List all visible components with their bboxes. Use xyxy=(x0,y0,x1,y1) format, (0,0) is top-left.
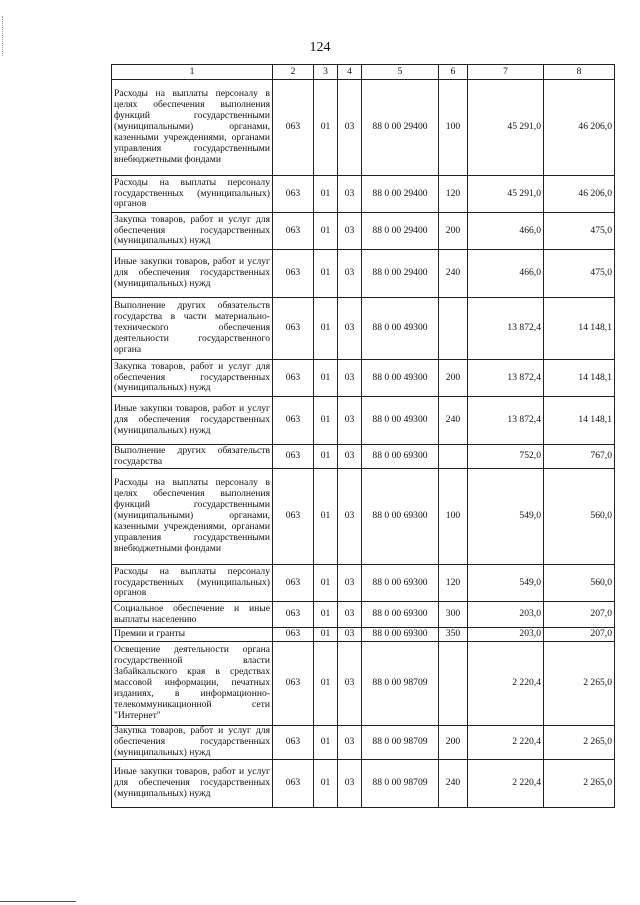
target-article-cell: 88 0 00 49300 xyxy=(362,360,439,397)
row-description: Иные закупки товаров, работ и услуг для обеспечения государственных (муниципальных) нужд xyxy=(112,759,273,807)
subsection-code-cell: 03 xyxy=(338,298,362,360)
expense-type-cell: 200 xyxy=(439,360,468,397)
table-row xyxy=(112,80,615,176)
amount-year2-cell: 475,0 xyxy=(544,213,615,250)
bottom-rule xyxy=(0,901,76,902)
row-description: Закупка товаров, работ и услуг для обеспечения государственных (муниципальных) нужд xyxy=(112,726,273,760)
admin-code-cell: 063 xyxy=(273,726,314,760)
row-description: Расходы на выплаты персоналу государственных (муниципальных) органов xyxy=(112,176,273,213)
section-code-cell: 01 xyxy=(314,602,338,628)
amount-year1-cell: 13 872,4 xyxy=(468,298,544,360)
section-code-cell: 01 xyxy=(314,397,338,445)
row-description: Расходы на выплаты персоналу в целях обеспечения выполнения функций государственными (муниципальными) органами, казенными учреждениями, органами управления государственными внебюджетными фондами xyxy=(112,469,273,565)
amount-year1-cell: 752,0 xyxy=(468,445,544,469)
amount-year2-cell: 46 206,0 xyxy=(544,176,615,213)
target-article-cell: 88 0 00 69300 xyxy=(362,602,439,628)
amount-year1-cell: 2 220,4 xyxy=(468,759,544,807)
subsection-code-cell: 03 xyxy=(338,397,362,445)
expense-type-cell: 240 xyxy=(439,250,468,298)
target-article-cell: 88 0 00 29400 xyxy=(362,176,439,213)
admin-code-cell: 063 xyxy=(273,80,314,176)
subsection-code-cell: 03 xyxy=(338,176,362,213)
admin-code-cell: 063 xyxy=(273,176,314,213)
row-description: Расходы на выплаты персоналу в целях обеспечения выполнения функций государственными (муниципальными) органами, казенными учреждениями, органами управления государственными внебюджетными фондами xyxy=(112,80,273,176)
row-description: Освещение деятельности органа государственной власти Забайкальского края в средствах массовой информации, печатных изданиях, в информационно-телекоммуникационной сети "Интернет" xyxy=(112,642,273,726)
amount-year1-cell: 45 291,0 xyxy=(468,176,544,213)
expense-type-cell: 240 xyxy=(439,397,468,445)
expense-type-cell: 350 xyxy=(439,628,468,642)
table-row xyxy=(112,360,615,397)
budget-table xyxy=(111,64,615,808)
section-code-cell: 01 xyxy=(314,759,338,807)
subsection-code-cell: 03 xyxy=(338,250,362,298)
amount-year1-cell: 45 291,0 xyxy=(468,80,544,176)
row-description: Премии и гранты xyxy=(112,628,273,642)
subsection-code-cell: 03 xyxy=(338,759,362,807)
header-cell: 5 xyxy=(362,65,439,80)
table-row xyxy=(112,213,615,250)
admin-code-cell: 063 xyxy=(273,213,314,250)
amount-year2-cell: 46 206,0 xyxy=(544,80,615,176)
page-number: 124 xyxy=(309,40,331,55)
row-description: Иные закупки товаров, работ и услуг для обеспечения государственных (муниципальных) нужд xyxy=(112,250,273,298)
section-code-cell: 01 xyxy=(314,80,338,176)
amount-year1-cell: 13 872,4 xyxy=(468,397,544,445)
amount-year1-cell: 466,0 xyxy=(468,250,544,298)
subsection-code-cell: 03 xyxy=(338,642,362,726)
section-code-cell: 01 xyxy=(314,176,338,213)
table-row xyxy=(112,176,615,213)
section-code-cell: 01 xyxy=(314,250,338,298)
expense-type-cell: 240 xyxy=(439,759,468,807)
expense-type-cell: 300 xyxy=(439,602,468,628)
amount-year1-cell: 13 872,4 xyxy=(468,360,544,397)
subsection-code-cell: 03 xyxy=(338,360,362,397)
row-description: Выполнение других обязательств государства в части материально-технического обеспечения деятельности государственного органа xyxy=(112,298,273,360)
row-description: Выполнение других обязательств государства xyxy=(112,445,273,469)
target-article-cell: 88 0 00 69300 xyxy=(362,628,439,642)
subsection-code-cell: 03 xyxy=(338,445,362,469)
header-cell: 1 xyxy=(112,65,273,80)
expense-type-cell: 200 xyxy=(439,213,468,250)
amount-year2-cell: 207,0 xyxy=(544,602,615,628)
row-description: Расходы на выплаты персоналу государственных (муниципальных) органов xyxy=(112,565,273,602)
target-article-cell: 88 0 00 69300 xyxy=(362,445,439,469)
amount-year1-cell: 549,0 xyxy=(468,565,544,602)
amount-year2-cell: 14 148,1 xyxy=(544,360,615,397)
target-article-cell: 88 0 00 29400 xyxy=(362,80,439,176)
header-cell: 7 xyxy=(468,65,544,80)
row-description: Социальное обеспечение и иные выплаты населению xyxy=(112,602,273,628)
header-cell: 3 xyxy=(314,65,338,80)
target-article-cell: 88 0 00 69300 xyxy=(362,565,439,602)
amount-year2-cell: 14 148,1 xyxy=(544,298,615,360)
target-article-cell: 88 0 00 29400 xyxy=(362,213,439,250)
expense-type-cell: 200 xyxy=(439,726,468,760)
amount-year2-cell: 767,0 xyxy=(544,445,615,469)
expense-type-cell: 100 xyxy=(439,80,468,176)
section-code-cell: 01 xyxy=(314,445,338,469)
admin-code-cell: 063 xyxy=(273,602,314,628)
expense-type-cell: 120 xyxy=(439,565,468,602)
target-article-cell: 88 0 00 49300 xyxy=(362,298,439,360)
section-code-cell: 01 xyxy=(314,360,338,397)
subsection-code-cell: 03 xyxy=(338,469,362,565)
header-cell: 4 xyxy=(338,65,362,80)
admin-code-cell: 063 xyxy=(273,360,314,397)
table-row xyxy=(112,628,615,642)
amount-year2-cell: 2 265,0 xyxy=(544,726,615,760)
header-cell: 8 xyxy=(544,65,615,80)
expense-type-cell xyxy=(439,642,468,726)
admin-code-cell: 063 xyxy=(273,759,314,807)
row-description: Закупка товаров, работ и услуг для обеспечения государственных (муниципальных) нужд xyxy=(112,213,273,250)
amount-year1-cell: 549,0 xyxy=(468,469,544,565)
admin-code-cell: 063 xyxy=(273,469,314,565)
amount-year2-cell: 207,0 xyxy=(544,628,615,642)
subsection-code-cell: 03 xyxy=(338,602,362,628)
table-row xyxy=(112,602,615,628)
table-row xyxy=(112,642,615,726)
table-row xyxy=(112,565,615,602)
amount-year1-cell: 2 220,4 xyxy=(468,726,544,760)
target-article-cell: 88 0 00 98709 xyxy=(362,759,439,807)
section-code-cell: 01 xyxy=(314,565,338,602)
admin-code-cell: 063 xyxy=(273,397,314,445)
amount-year2-cell: 2 265,0 xyxy=(544,759,615,807)
amount-year2-cell: 560,0 xyxy=(544,469,615,565)
section-code-cell: 01 xyxy=(314,469,338,565)
target-article-cell: 88 0 00 98709 xyxy=(362,726,439,760)
admin-code-cell: 063 xyxy=(273,628,314,642)
amount-year1-cell: 203,0 xyxy=(468,628,544,642)
subsection-code-cell: 03 xyxy=(338,213,362,250)
header-cell: 2 xyxy=(273,65,314,80)
target-article-cell: 88 0 00 69300 xyxy=(362,469,439,565)
admin-code-cell: 063 xyxy=(273,565,314,602)
amount-year2-cell: 2 265,0 xyxy=(544,642,615,726)
admin-code-cell: 063 xyxy=(273,298,314,360)
amount-year1-cell: 203,0 xyxy=(468,602,544,628)
section-code-cell: 01 xyxy=(314,642,338,726)
row-description: Закупка товаров, работ и услуг для обеспечения государственных (муниципальных) нужд xyxy=(112,360,273,397)
amount-year2-cell: 14 148,1 xyxy=(544,397,615,445)
section-code-cell: 01 xyxy=(314,213,338,250)
amount-year2-cell: 560,0 xyxy=(544,565,615,602)
amount-year1-cell: 466,0 xyxy=(468,213,544,250)
admin-code-cell: 063 xyxy=(273,642,314,726)
table-row xyxy=(112,445,615,469)
header-cell: 6 xyxy=(439,65,468,80)
table-row xyxy=(112,469,615,565)
target-article-cell: 88 0 00 29400 xyxy=(362,250,439,298)
admin-code-cell: 063 xyxy=(273,445,314,469)
table-row xyxy=(112,759,615,807)
target-article-cell: 88 0 00 49300 xyxy=(362,397,439,445)
admin-code-cell: 063 xyxy=(273,250,314,298)
table-row xyxy=(112,298,615,360)
subsection-code-cell: 03 xyxy=(338,565,362,602)
table-row xyxy=(112,726,615,760)
subsection-code-cell: 03 xyxy=(338,726,362,760)
row-description: Иные закупки товаров, работ и услуг для обеспечения государственных (муниципальных) нужд xyxy=(112,397,273,445)
table-row xyxy=(112,250,615,298)
section-code-cell: 01 xyxy=(314,628,338,642)
amount-year2-cell: 475,0 xyxy=(544,250,615,298)
expense-type-cell: 100 xyxy=(439,469,468,565)
expense-type-cell xyxy=(439,298,468,360)
section-code-cell: 01 xyxy=(314,726,338,760)
subsection-code-cell: 03 xyxy=(338,628,362,642)
section-code-cell: 01 xyxy=(314,298,338,360)
expense-type-cell xyxy=(439,445,468,469)
table-row xyxy=(112,397,615,445)
table-header-row xyxy=(112,65,615,80)
amount-year1-cell: 2 220,4 xyxy=(468,642,544,726)
subsection-code-cell: 03 xyxy=(338,80,362,176)
expense-type-cell: 120 xyxy=(439,176,468,213)
target-article-cell: 88 0 00 98709 xyxy=(362,642,439,726)
